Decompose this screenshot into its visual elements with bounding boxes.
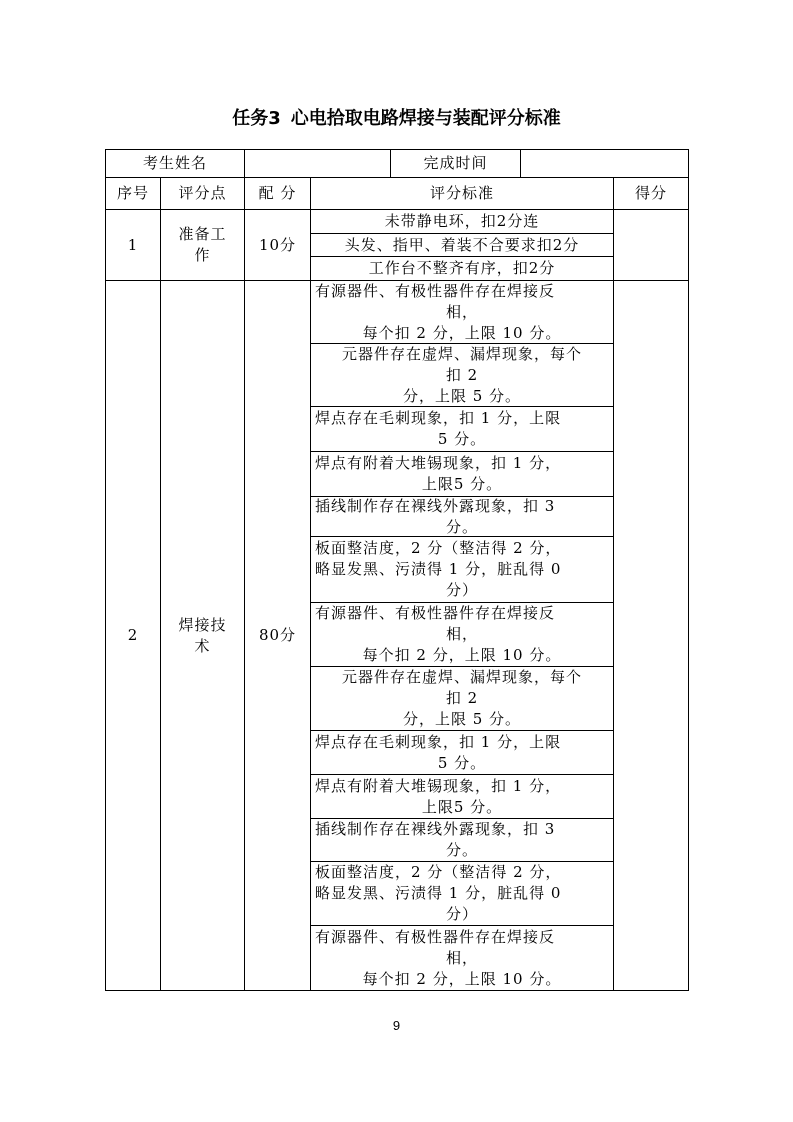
criterion-item <box>310 209 614 234</box>
cell-text: 扣 2 <box>445 689 479 707</box>
row-weight <box>244 209 311 281</box>
cell-text: 序号 <box>116 184 149 202</box>
criterion-item <box>310 280 614 344</box>
cell-text: 1 <box>127 235 139 254</box>
cell-text: 相， <box>445 302 478 321</box>
cell-text: 焊点有附着大堆锡现象，扣 1 分， <box>315 454 562 472</box>
cell-text: 有源器件、有极性器件存在焊接反 <box>315 281 556 300</box>
cell-text: 分，上限 5 分。 <box>402 386 522 405</box>
cell-text: 完成时间 <box>423 154 488 172</box>
completion-time-label <box>390 149 521 178</box>
column-header-score <box>613 177 689 210</box>
task-name: 心电拾取电路焊接与装配评分标准 <box>290 108 561 129</box>
row-score-cell <box>613 209 689 281</box>
cell-text: 上限5 分。 <box>421 797 503 816</box>
cell-text: 10分 <box>258 235 297 254</box>
cell-text: 元器件存在虚焊、漏焊现象，每个 <box>341 668 582 686</box>
cell-text: 未带静电环，扣2分连 <box>384 212 540 230</box>
cell-text: 焊点存在毛刺现象，扣 1 分，上限 <box>315 409 562 427</box>
cell-text: 得分 <box>634 184 667 202</box>
cell-text: 评分点 <box>178 184 227 202</box>
cell-text: 焊点有附着大堆锡现象，扣 1 分， <box>315 776 562 795</box>
cell-text: 分） <box>445 905 478 923</box>
cell-text: 每个扣 2 分，上限 10 分。 <box>362 646 562 664</box>
cell-text: 上限5 分。 <box>421 475 503 493</box>
page-title <box>0 104 793 130</box>
cell-text: 分。 <box>445 841 478 859</box>
criterion-item <box>310 861 614 926</box>
column-header-criteria <box>310 177 614 210</box>
criterion-item <box>310 536 614 603</box>
cell-text: 元器件存在虚焊、漏焊现象，每个 <box>341 344 582 363</box>
cell-text: 板面整洁度，2 分（整洁得 2 分， <box>315 539 562 557</box>
cell-text: 配 分 <box>258 184 297 202</box>
cell-text: 术 <box>194 636 211 655</box>
cell-text: 板面整洁度，2 分（整洁得 2 分， <box>315 863 562 881</box>
criterion-item <box>310 818 614 862</box>
cell-text: 每个扣 2 分，上限 10 分。 <box>362 323 562 342</box>
cell-text: 分） <box>445 581 478 599</box>
cell-text: 扣 2 <box>445 365 479 384</box>
row-index <box>105 209 161 281</box>
cell-text: 焊接技 <box>178 615 227 634</box>
row-scoring-point <box>160 209 245 281</box>
criterion-item <box>310 666 614 731</box>
cell-text: 插线制作存在裸线外露现象，扣 3 <box>315 496 556 515</box>
examinee-name-label <box>105 149 245 178</box>
criterion-item <box>310 602 614 667</box>
cell-text: 每个扣 2 分，上限 10 分。 <box>362 969 562 988</box>
criterion-item <box>310 406 614 452</box>
row-scoring-point <box>160 280 245 991</box>
criterion-item <box>310 233 614 257</box>
cell-text: 考生姓名 <box>142 154 207 172</box>
cell-text: 准备工 <box>178 225 227 243</box>
examinee-name-field <box>244 149 391 178</box>
task-number: 任务3 <box>232 108 281 129</box>
column-header-weight <box>244 177 311 210</box>
cell-text: 工作台不整齐有序，扣2分 <box>368 259 556 277</box>
cell-text: 分。 <box>445 517 478 536</box>
cell-text: 分，上限 5 分。 <box>402 710 522 728</box>
cell-text: 80分 <box>258 626 297 644</box>
criterion-item <box>310 774 614 819</box>
cell-text: 有源器件、有极性器件存在焊接反 <box>315 604 556 622</box>
cell-text: 相， <box>445 948 478 967</box>
criterion-item <box>310 925 614 991</box>
criterion-item <box>310 496 614 537</box>
cell-text: 焊点存在毛刺现象，扣 1 分，上限 <box>315 732 562 751</box>
cell-text: 评分标准 <box>429 184 494 202</box>
cell-text: 相， <box>445 625 478 643</box>
criterion-item <box>310 730 614 775</box>
cell-text: 有源器件、有极性器件存在焊接反 <box>315 927 556 946</box>
cell-text: 5 分。 <box>437 753 487 772</box>
page-number: 9 <box>392 1018 401 1033</box>
column-header-index <box>105 177 161 210</box>
cell-text: 5 分。 <box>437 430 487 448</box>
row-score-cell <box>613 280 689 991</box>
cell-text: 2 <box>127 626 139 644</box>
row-weight <box>244 280 311 991</box>
criterion-item <box>310 343 614 407</box>
cell-text: 略显发黑、污渍得 1 分，脏乱得 0 <box>315 560 562 578</box>
completion-time-field <box>520 149 689 178</box>
criterion-item <box>310 451 614 497</box>
cell-text: 作 <box>194 246 211 264</box>
cell-text: 略显发黑、污渍得 1 分，脏乱得 0 <box>315 884 562 902</box>
cell-text: 头发、指甲、着装不合要求扣2分 <box>344 235 580 254</box>
criterion-item <box>310 256 614 281</box>
column-header-point <box>160 177 245 210</box>
row-index <box>105 280 161 991</box>
cell-text: 插线制作存在裸线外露现象，扣 3 <box>315 820 556 838</box>
